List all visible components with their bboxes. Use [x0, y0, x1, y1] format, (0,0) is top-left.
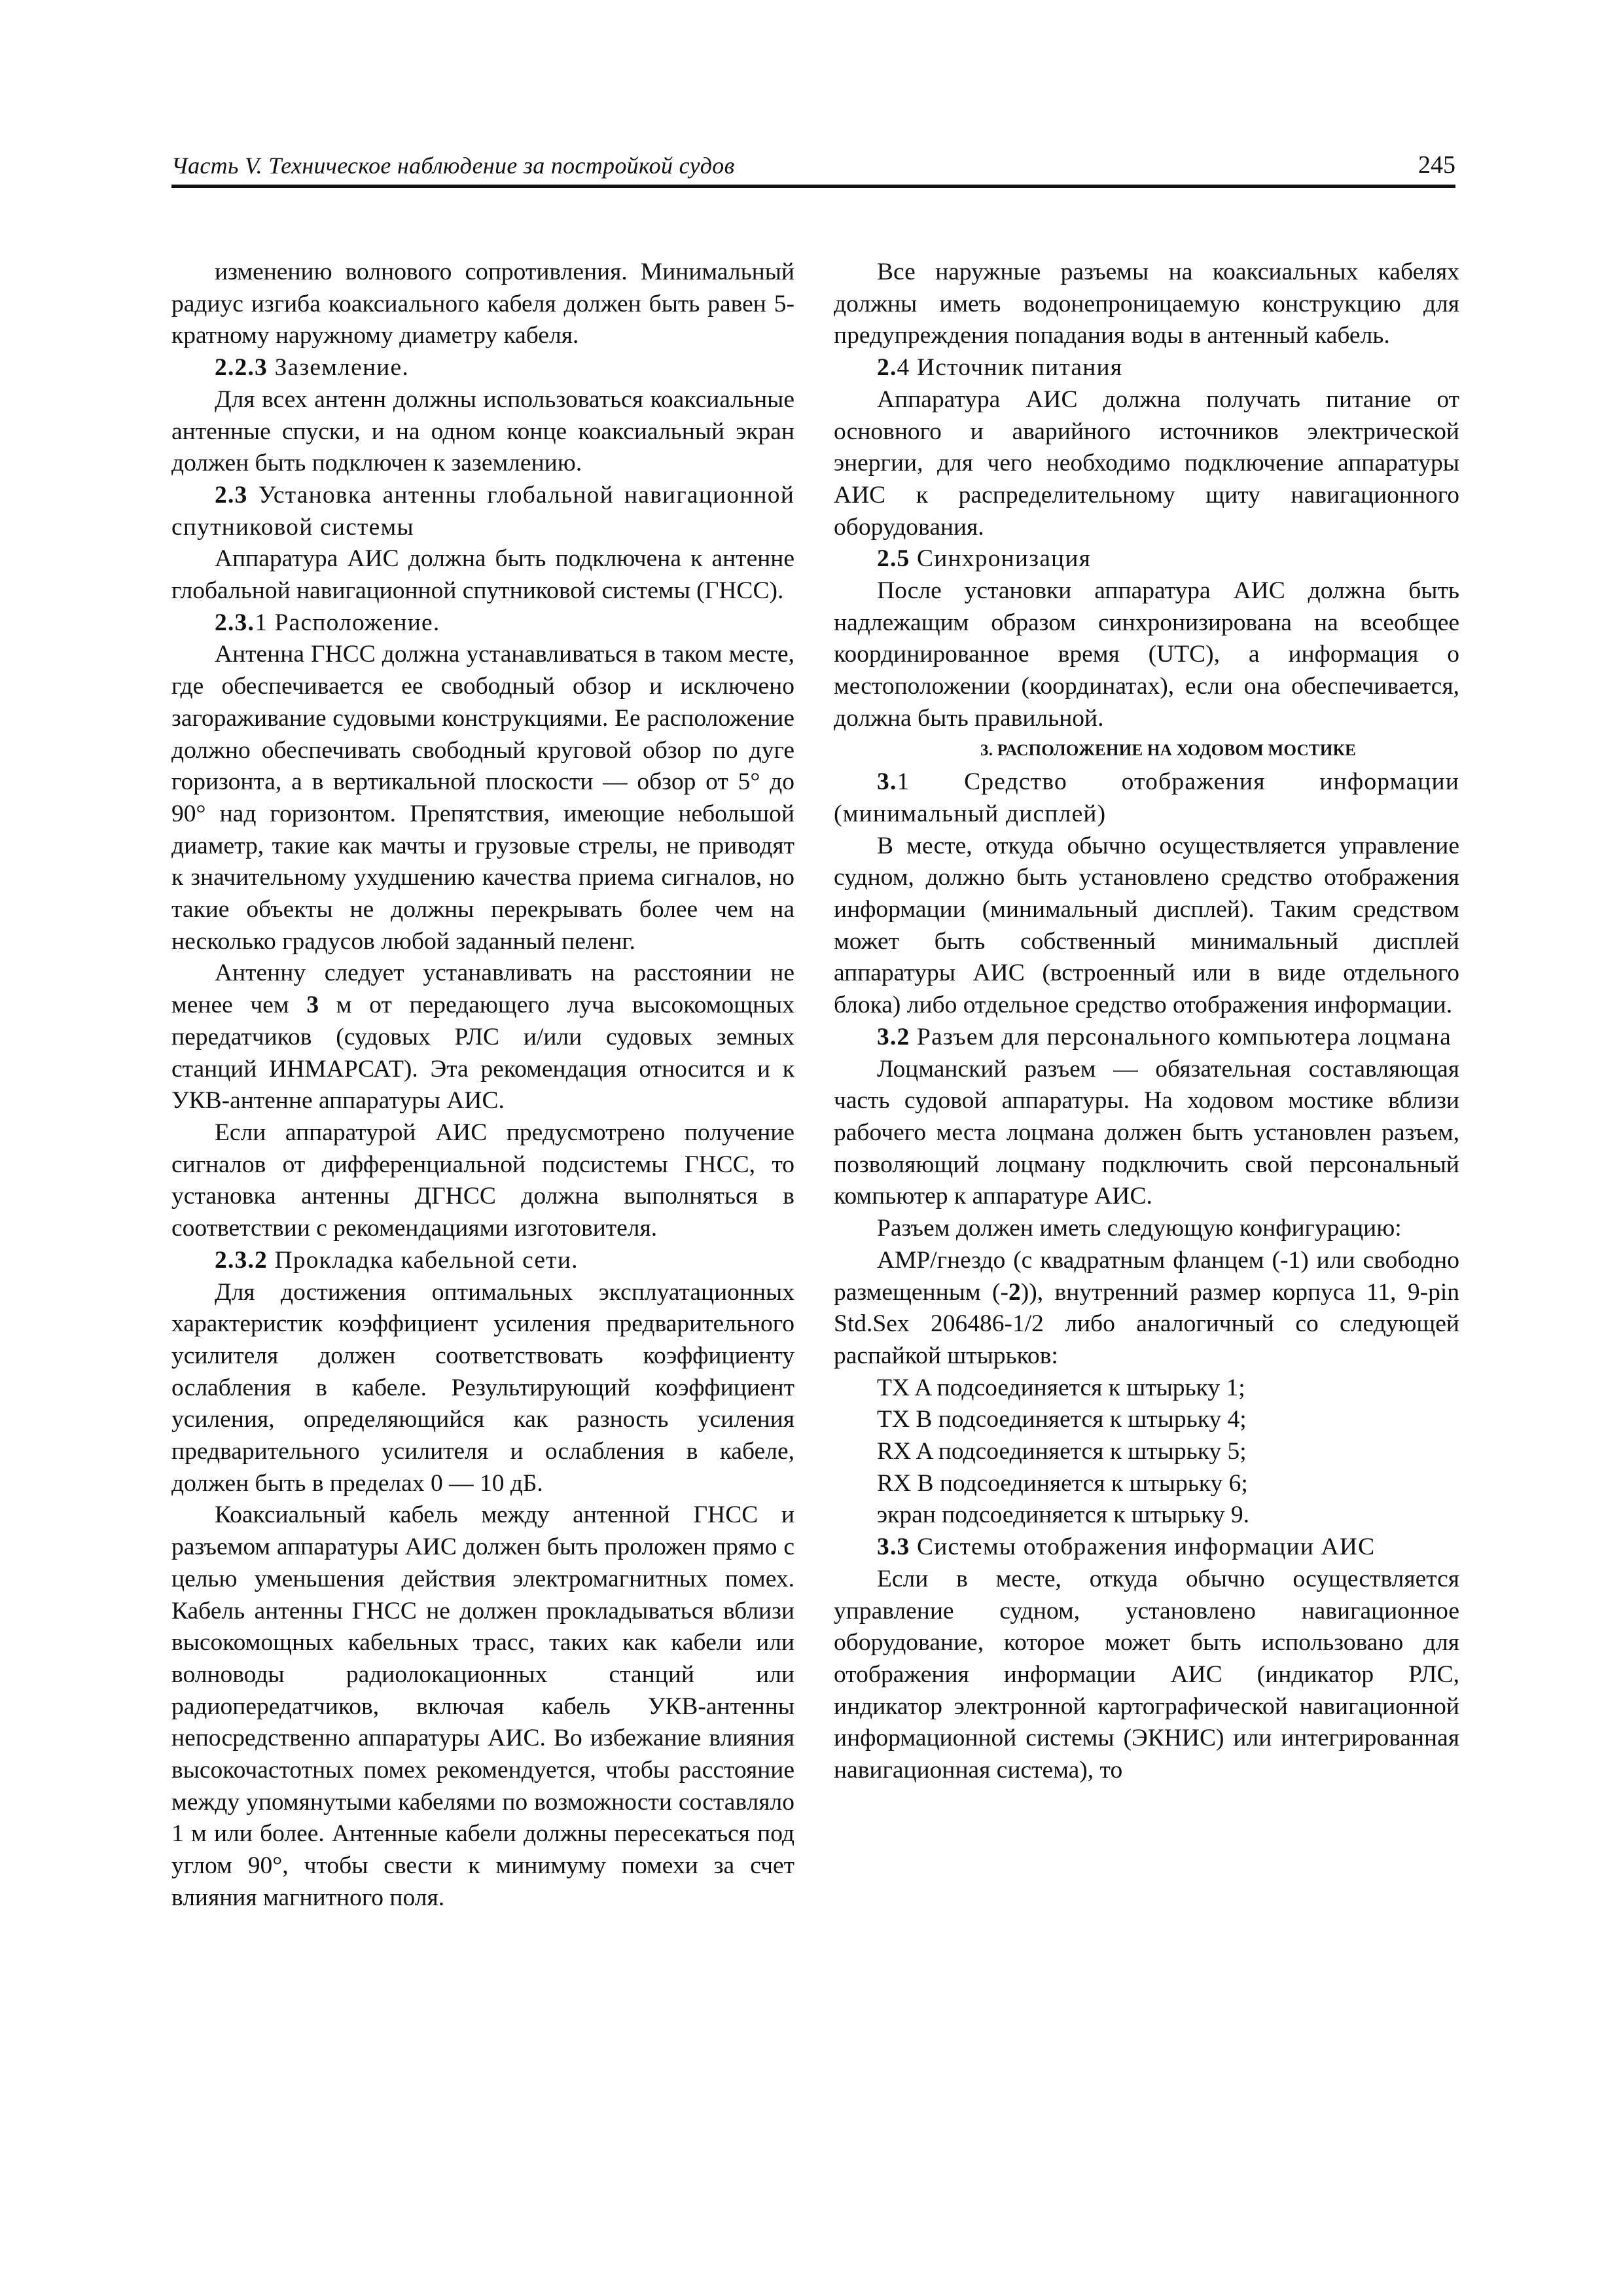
heading-2-3-1: [171, 607, 794, 639]
paragraph: [171, 958, 794, 1117]
pin-list-item: экран подсоединяется к штырьку 9.: [877, 1501, 1250, 1529]
paragraph: После установки аппаратура АИС должна быть надлежащим образом синхронизирована на всеобщее координированное время (UTC), а информация о местоположении (координатах), если она обеспечивается, должна быть правильной.: [834, 577, 1459, 732]
heading-text: Системы отображения информации АИС: [910, 1534, 1376, 1561]
page-header: [171, 143, 1455, 188]
heading-text: 4 Источник питания: [897, 354, 1123, 382]
left-column: [171, 257, 794, 1914]
paragraph: Для достижения оптимальных эксплуатационных характеристик коэффициент усиления предварительного усилителя должен соответствовать коэффициенту ослабления в кабеле. Результирующий коэффициент усиления, определяющийся как разность усиления предварительного усилителя и ослабления в кабеле, должен быть в пределах 0 — 10 дБ.: [171, 1278, 794, 1497]
running-title: Часть V. Техническое наблюдение за постройкой судов: [171, 152, 735, 179]
heading-text: 1 Средство отображения информации (минимальный дисплей): [834, 768, 1459, 827]
pin-list-item: TX A подсоединяется к штырьку 1;: [877, 1374, 1245, 1401]
paragraph: Аппаратура АИС должна получать питание от основного и аварийного источников электрической энергии, для чего необходимо подключение аппаратуры АИС к распределительному щиту навигационного оборудования.: [834, 386, 1459, 541]
right-column: [834, 257, 1459, 1787]
paragraph: [834, 1245, 1459, 1372]
heading-number: 2.3.2: [215, 1246, 268, 1274]
heading-number: 2.: [877, 354, 897, 382]
page-number: 245: [1418, 151, 1455, 179]
paragraph: Все наружные разъемы на коаксиальных кабелях должны иметь водонепроницаемую конструкцию для предупреждения попадания воды в антенный кабель.: [834, 259, 1459, 350]
paragraph: изменению волнового сопротивления. Минимальный радиус изгиба коаксиального кабеля должен быть равен 5-кратному наружному диаметру кабеля.: [171, 259, 794, 350]
heading-text: Разъем для персонального компьютера лоцмана: [910, 1023, 1452, 1050]
heading-3-2: [834, 1022, 1459, 1054]
text-run: АМР/гнездо (с квадратным фланцем (-1) или свободно размещенным (-: [834, 1246, 1459, 1306]
heading-number: 3.3: [877, 1534, 910, 1561]
paragraph: Антенна ГНСС должна устанавливаться в таком месте, где обеспечивается ее свободный обзор и исключено загораживание судовыми конструкциями. Ее расположение должно обеспечивать свободный круговой обзор по дуге горизонта, а в вертикальной плоскости — обзор от 5° до 90° над горизонтом. Препятствия, имеющие небольшой диаметр, такие как мачты и грузовые стрелы, не приводят к значительному ухудшению качества приема сигналов, но такие объекты не должны перекрывать более чем на несколько градусов любой заданный пеленг.: [171, 641, 794, 955]
paragraph: Разъем должен иметь следующую конфигурацию:: [877, 1215, 1402, 1242]
heading-3-1: [834, 766, 1459, 830]
heading-number: 3.: [877, 768, 897, 796]
heading-number: 2.3: [215, 481, 248, 509]
paragraph: Лоцманский разъем — обязательная составляющая часть судовой аппаратуры. На ходовом мостике вблизи рабочего места лоцмана должен быть установлен разъем, позволяющий лоцману подключить свой персональный компьютер к аппаратуре АИС.: [834, 1055, 1459, 1210]
pin-list-item: RX A подсоединяется к штырьку 5;: [877, 1438, 1247, 1465]
pin-list-item: RX B подсоединяется к штырьку 6;: [877, 1469, 1248, 1497]
bold-number: 3: [306, 992, 319, 1019]
heading-text: Заземление.: [268, 354, 409, 382]
heading-number: 2.2.3: [215, 354, 268, 382]
heading-number: 2.3.: [215, 609, 255, 636]
paragraph: Коаксиальный кабель между антенной ГНСС и разъемом аппаратуры АИС должен быть проложен прямо с целью уменьшения действия электромагнитных помех. Кабель антенны ГНСС не должен прокладываться вблизи высокомощных кабельных трасс, таких как кабели или волноводы радиолокационных станций или радиопередатчиков, включая кабель УКВ-антенны непосредственно аппаратуры АИС. Во избежание влияния высокочастотных помех рекомендуется, чтобы расстояние между упомянутыми кабелями по возможности составляло 1 м или более. Антенные кабели должны пересекаться под углом 90°, чтобы свести к минимуму помехи за счет влияния магнитного поля.: [171, 1501, 794, 1911]
paragraph: В месте, откуда обычно осуществляется управление судном, должно быть установлено средство отображения информации (минимальный дисплей). Таким средством может быть собственный минимальный дисплей аппаратуры АИС (встроенный или в виде отдельного блока) либо отдельное средство отображения информации.: [834, 832, 1459, 1019]
heading-number: 2.5: [877, 545, 910, 573]
heading-2-5: [834, 543, 1459, 575]
heading-number: 3.2: [877, 1023, 910, 1050]
heading-2-2-3: [171, 352, 794, 384]
heading-2-3-2: [171, 1245, 794, 1277]
heading-2-4: [834, 352, 1459, 384]
heading-text: 1 Расположение.: [255, 609, 440, 636]
text-run: м от передающего луча высокомощных передатчиков (судовых РЛС и/или судовых земных станций ИНМАРСАТ). Эта рекомендация относится и к УКВ-антенне аппаратуры АИС.: [171, 992, 794, 1115]
heading-3-3: [834, 1532, 1459, 1564]
heading-text: Синхронизация: [910, 545, 1092, 573]
heading-text: Прокладка кабельной сети.: [268, 1246, 579, 1274]
paragraph: Если аппаратурой АИС предусмотрено получение сигналов от дифференциальной подсистемы ГНСС, то установка антенны ДГНСС должна выполняться в соответствии с рекомендациями изготовителя.: [171, 1119, 794, 1242]
paragraph: Для всех антенн должны использоваться коаксиальные антенные спуски, и на одном конце коаксиальный экран должен быть подключен к заземлению.: [171, 386, 794, 477]
pin-list-item: TX B подсоединяется к штырьку 4;: [877, 1406, 1247, 1433]
heading-text: Установка антенны глобальной навигационной спутниковой системы: [171, 481, 794, 541]
paragraph: Аппаратура АИС должна быть подключена к антенне глобальной навигационной спутниковой системы (ГНСС).: [171, 545, 794, 605]
paragraph: Если в месте, откуда обычно осуществляется управление судном, установлено навигационное оборудование, которое может быть использовано для отображения информации АИС (индикатор РЛС, индикатор электронной картографической навигационной информационной системы (ЭКНИС) или интегрированная навигационная система), то: [834, 1565, 1459, 1784]
bold-number: 2: [1008, 1278, 1021, 1306]
heading-2-3: [171, 480, 794, 543]
section-title: 3. РАСПОЛОЖЕНИЕ НА ХОДОВОМ МОСТИКЕ: [980, 741, 1357, 759]
text-run: )), внутренний размер корпуса 11, 9-pin Std.Sex 206486-1/2 либо аналогичный со следующей распайкой штырьков:: [834, 1278, 1459, 1369]
text-run: Антенну следует устанавливать на расстоянии не менее чем: [171, 960, 794, 1019]
